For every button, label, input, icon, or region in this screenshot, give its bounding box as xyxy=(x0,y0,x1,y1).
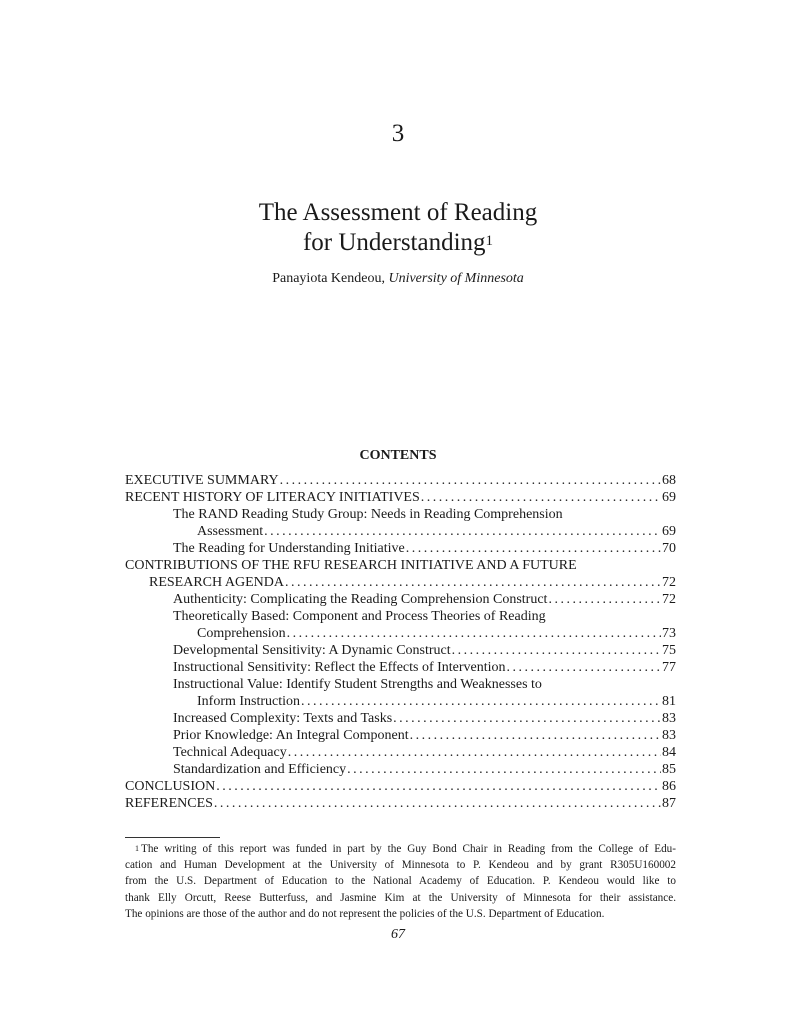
table-of-contents xyxy=(125,472,676,812)
toc-leader-dots xyxy=(301,693,661,710)
footnote-line: cation and Human Development at the University of Minnesota to P. Kendeou and by grant R305U160002 xyxy=(125,859,676,872)
toc-entry[interactable] xyxy=(125,727,676,744)
toc-entry-title: Inform Instruction xyxy=(197,694,301,709)
toc-leader-dots xyxy=(507,659,661,676)
toc-entry-line[interactable]: CONTRIBUTIONS OF THE RFU RESEARCH INITIATIVE AND A FUTURE xyxy=(125,558,577,573)
contents-heading: CONTENTS xyxy=(359,448,437,463)
toc-entry-page: 72 xyxy=(662,575,676,590)
toc-entry-page: 81 xyxy=(662,694,676,709)
toc-entry-title: RECENT HISTORY OF LITERACY INITIATIVES xyxy=(125,490,420,505)
toc-leader-dots xyxy=(264,523,661,540)
toc-entry-page: 83 xyxy=(662,711,676,726)
toc-entry[interactable] xyxy=(125,642,676,659)
footnote-divider xyxy=(125,837,220,838)
footnote-line: The opinions are those of the author and do not represent the policies of the U.S. Department of Education. xyxy=(125,907,605,920)
toc-entry-line[interactable]: Theoretically Based: Component and Process Theories of Reading xyxy=(173,609,546,624)
toc-entry-title: Prior Knowledge: An Integral Component xyxy=(173,728,409,743)
toc-entry-page: 68 xyxy=(662,473,676,488)
toc-leader-dots xyxy=(452,642,661,659)
toc-entry-title: Assessment xyxy=(197,524,264,539)
toc-entry-line[interactable]: Instructional Value: Identify Student Strengths and Weaknesses to xyxy=(173,677,542,692)
toc-entry[interactable] xyxy=(125,778,676,795)
toc-leader-dots xyxy=(347,761,661,778)
toc-entry-page: 77 xyxy=(662,660,676,675)
chapter-title-line-2 xyxy=(0,228,796,258)
toc-leader-dots xyxy=(393,710,661,727)
toc-entry[interactable] xyxy=(125,540,676,557)
footnote-marker: 1 xyxy=(135,844,139,853)
page-number: 67 xyxy=(391,927,405,942)
toc-leader-dots xyxy=(287,625,661,642)
toc-entry[interactable] xyxy=(125,659,676,676)
toc-entry-page: 83 xyxy=(662,728,676,743)
toc-entry-title: RESEARCH AGENDA xyxy=(149,575,284,590)
toc-entry-line[interactable]: The RAND Reading Study Group: Needs in Reading Comprehension xyxy=(173,507,563,522)
author-line xyxy=(0,271,796,287)
toc-entry[interactable] xyxy=(125,591,676,608)
toc-entry[interactable] xyxy=(125,489,676,506)
toc-entry-page: 85 xyxy=(662,762,676,777)
toc-entry-page: 86 xyxy=(662,779,676,794)
toc-leader-dots xyxy=(548,591,661,608)
toc-entry-page: 73 xyxy=(662,626,676,641)
toc-leader-dots xyxy=(280,472,661,489)
toc-entry-page: 69 xyxy=(662,524,676,539)
footnote-line xyxy=(125,841,676,857)
toc-entry-page: 70 xyxy=(662,541,676,556)
toc-leader-dots xyxy=(285,574,661,591)
toc-entry-title: REFERENCES xyxy=(125,796,213,811)
toc-leader-dots xyxy=(214,795,661,812)
toc-leader-dots xyxy=(406,540,661,557)
chapter-title-line-1: The Assessment of Reading xyxy=(258,199,538,226)
toc-entry[interactable] xyxy=(125,795,676,812)
toc-entry-title: EXECUTIVE SUMMARY xyxy=(125,473,279,488)
toc-entry[interactable] xyxy=(125,625,676,642)
chapter-number: 3 xyxy=(391,120,405,147)
footnote-line: thank Elly Orcutt, Reese Butterfuss, and Jasmine Kim at the University of Minnesota for their assistance. xyxy=(125,891,676,904)
chapter-title xyxy=(0,198,796,258)
footnote-line: from the U.S. Department of Education to the National Academy of Education. P. Kendeou would like to xyxy=(125,875,676,888)
toc-entry-page: 69 xyxy=(662,490,676,505)
toc-entry[interactable] xyxy=(125,744,676,761)
footnote-line-text: The writing of this report was funded in part by the Guy Bond Chair in Reading from the College of Edu- xyxy=(141,843,676,855)
title-footnote-marker[interactable]: 1 xyxy=(485,233,494,249)
toc-leader-dots xyxy=(216,778,661,795)
toc-entry-title: Authenticity: Complicating the Reading Comprehension Construct xyxy=(173,592,548,607)
chapter-title-line-2-text: for Understanding xyxy=(302,229,486,256)
toc-entry-title: Comprehension xyxy=(197,626,286,641)
toc-entry-title: CONCLUSION xyxy=(125,779,216,794)
toc-entry-title: Developmental Sensitivity: A Dynamic Construct xyxy=(173,643,451,658)
toc-entry-title: Technical Adequacy xyxy=(173,745,287,760)
toc-entry-title: The Reading for Understanding Initiative xyxy=(173,541,405,556)
toc-leader-dots xyxy=(410,727,661,744)
toc-entry[interactable] xyxy=(125,710,676,727)
toc-entry-title: Instructional Sensitivity: Reflect the Effects of Intervention xyxy=(173,660,506,675)
toc-entry-title: Standardization and Efficiency xyxy=(173,762,347,777)
toc-entry-title: Increased Complexity: Texts and Tasks xyxy=(173,711,393,726)
toc-entry-page: 72 xyxy=(662,592,676,607)
footnote xyxy=(125,841,676,922)
toc-entry[interactable] xyxy=(125,693,676,710)
toc-entry[interactable] xyxy=(125,761,676,778)
toc-entry-page: 84 xyxy=(662,745,676,760)
author-name: Panayiota Kendeou, xyxy=(272,271,389,286)
toc-entry-page: 75 xyxy=(662,643,676,658)
toc-leader-dots xyxy=(421,489,661,506)
author-affiliation: University of Minnesota xyxy=(388,271,524,286)
toc-entry[interactable] xyxy=(125,472,676,489)
toc-leader-dots xyxy=(288,744,661,761)
toc-entry[interactable] xyxy=(125,523,676,540)
toc-entry[interactable] xyxy=(125,574,676,591)
toc-entry-page: 87 xyxy=(662,796,676,811)
